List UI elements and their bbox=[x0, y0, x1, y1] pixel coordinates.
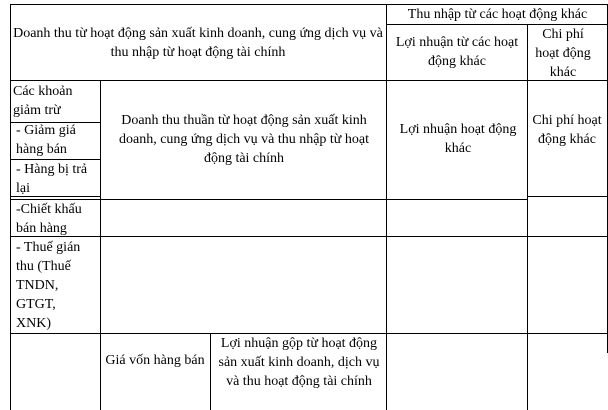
main-revenue-header: Doanh thu từ hoạt động sản xuất kinh doanh, cung ứng dịch vụ và thu nhập từ hoạt động tài chính bbox=[13, 26, 383, 60]
other-cost-header: Chi phí hoạt động khác bbox=[535, 27, 591, 80]
grid-line bbox=[527, 24, 528, 410]
grid-line bbox=[386, 4, 387, 410]
grid-line bbox=[100, 80, 101, 410]
deduction-item-returns: - Hàng bị trả lại bbox=[16, 162, 88, 196]
cogs-cell: Giá vốn hàng bán bbox=[105, 353, 205, 368]
deductions-title: Các khoản giảm trừ bbox=[13, 84, 73, 118]
grid-line bbox=[210, 333, 211, 410]
other-cost-cell: Chi phí hoạt động khác bbox=[532, 113, 602, 147]
grid-line bbox=[527, 196, 608, 197]
net-revenue-cell: Doanh thu thuần từ hoạt động sản xuất kinh doanh, cung ứng dịch vụ và thu nhập từ hoạt động tài chính bbox=[118, 113, 370, 166]
deduction-item-trade-discount: -Chiết khấu bán hàng bbox=[16, 202, 82, 236]
gross-profit-cell: Lợi nhuận gộp từ hoạt động sản xuất kinh doanh, dịch vụ và thu hoạt động tài chính bbox=[218, 336, 380, 389]
deduction-item-indirect-tax: - Thuế gián thu (Thuế TNDN, GTGT, XNK) bbox=[16, 240, 81, 331]
grid-line bbox=[10, 4, 11, 410]
deduction-item-discount: - Giảm giá hàng bán bbox=[16, 123, 76, 157]
other-income-header: Thu nhập từ các hoạt động khác bbox=[407, 7, 588, 22]
other-profit-header: Lợi nhuận từ các hoạt động khác bbox=[395, 35, 519, 69]
other-profit-cell: Lợi nhuận hoạt động khác bbox=[399, 122, 517, 156]
